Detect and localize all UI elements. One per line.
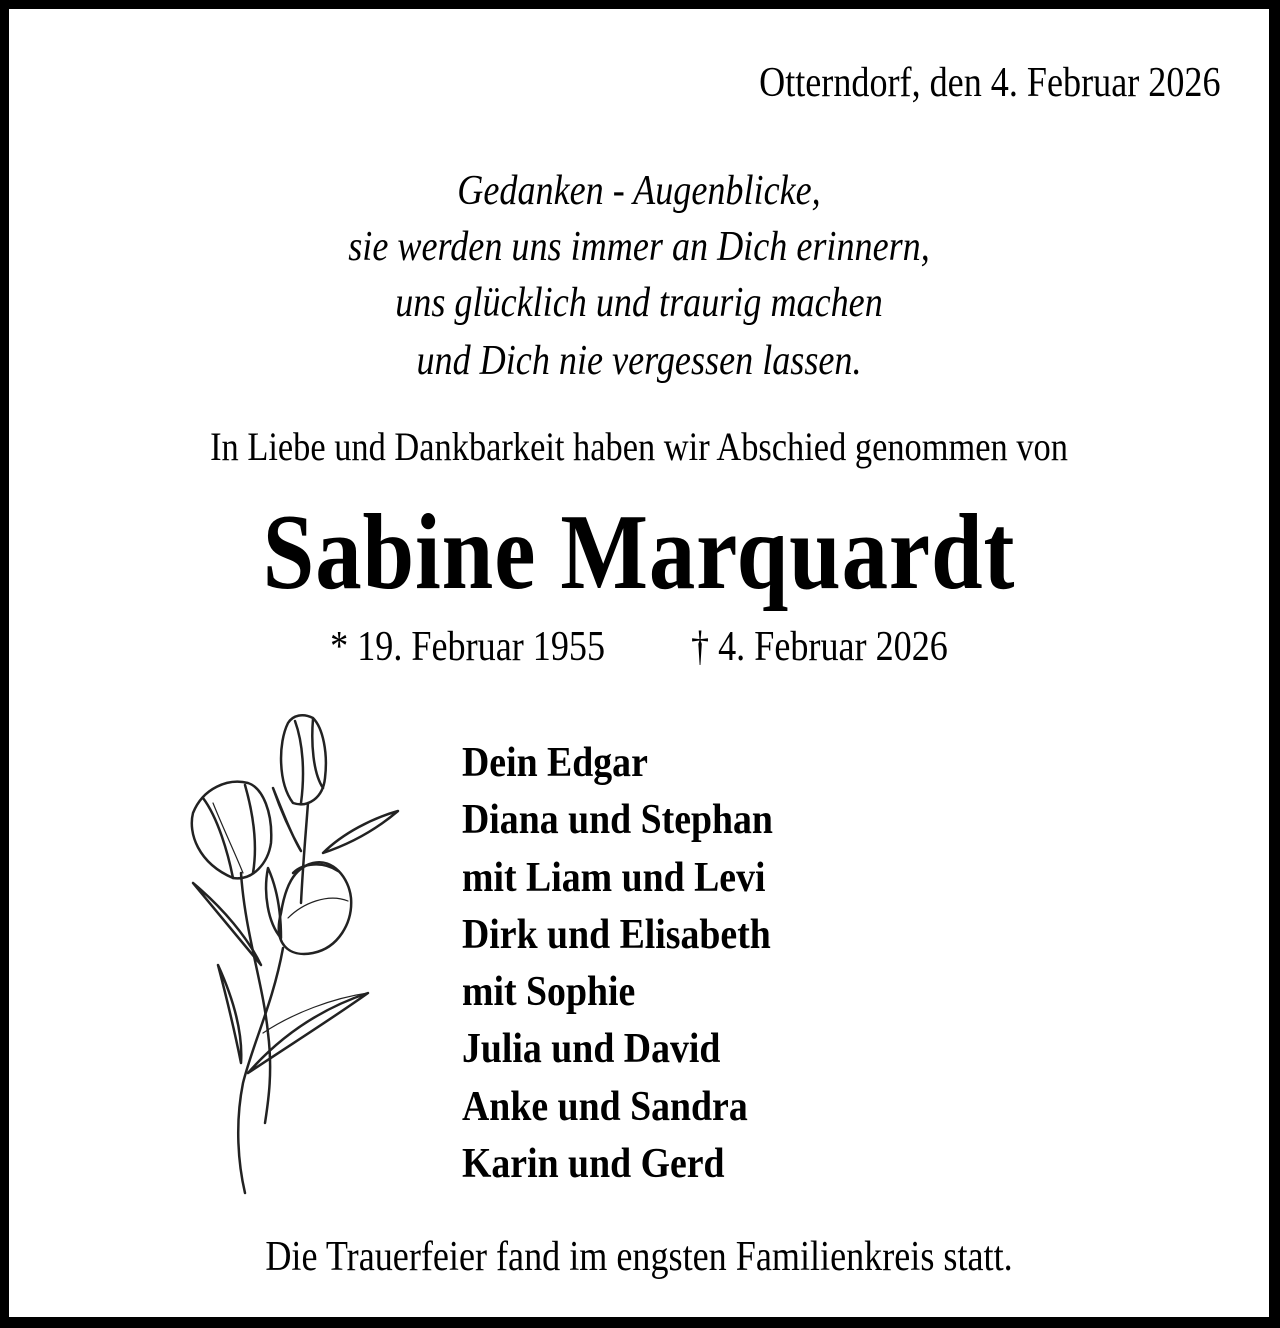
intro-text: In Liebe und Dankbarkeit haben wir Abschied genommen von [210, 424, 1068, 469]
poem-line-3: uns glücklich und traurig machen [395, 280, 883, 326]
family-line: Dein Edgar [462, 740, 648, 786]
family-line: Dirk und Elisabeth [462, 911, 771, 958]
family-line: Julia und David [462, 1026, 721, 1073]
poem-line-1: Gedanken - Augenblicke, [457, 168, 821, 214]
poem-line-2: sie werden uns immer an Dich erinnern, [348, 224, 930, 270]
family-line: mit Liam und Levi [462, 854, 766, 901]
family-line: mit Sophie [462, 969, 636, 1016]
life-dates [330, 623, 948, 671]
deceased-name: Sabine Marquardt [262, 493, 1016, 612]
birth-date: * 19. Februar 1955 [330, 624, 606, 670]
family-line: Diana und Stephan [462, 797, 773, 844]
death-date: † 4. Februar 2026 [691, 624, 948, 670]
place-date: Otterndorf, den 4. Februar 2026 [759, 60, 1221, 106]
family-line: Anke und Sandra [462, 1083, 748, 1130]
funeral-note: Die Trauerfeier fand im engsten Familienkreis statt. [265, 1234, 1013, 1280]
family-signatures [462, 735, 773, 1193]
family-line: Karin und Gerd [462, 1141, 725, 1188]
poem-line-4: und Dich nie vergessen lassen. [416, 338, 862, 384]
tulip-drawing-icon [173, 703, 413, 1203]
obituary-card [9, 9, 1269, 1317]
